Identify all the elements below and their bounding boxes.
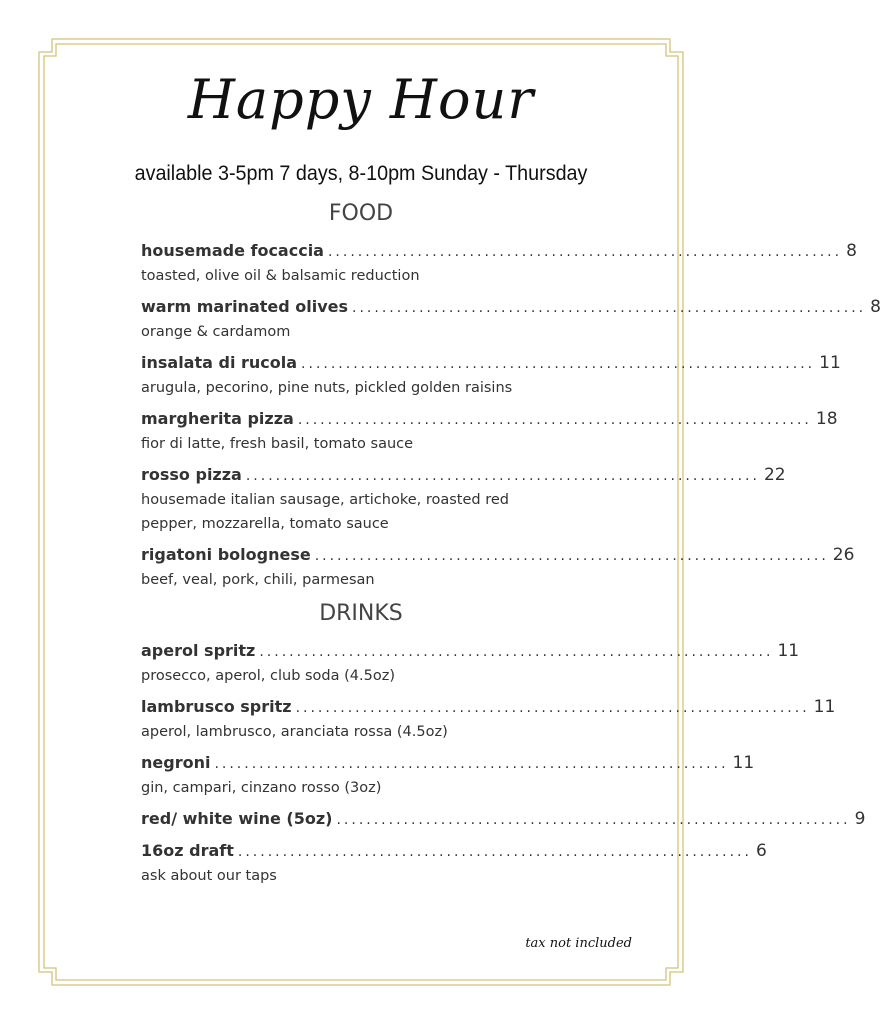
dot-leader: ..................................................................... xyxy=(237,844,752,860)
item-description: prosecco, aperol, club soda (4.5oz) xyxy=(141,668,395,684)
item-name: rigatoni bolognese xyxy=(141,545,311,564)
item-price: 11 xyxy=(813,697,836,717)
item-name: lambrusco spritz xyxy=(141,697,292,716)
item-description: ask about our taps xyxy=(141,868,277,884)
item-price: 22 xyxy=(763,465,786,485)
item-description: gin, campari, cinzano rosso (3oz) xyxy=(141,780,382,796)
item-price: 26 xyxy=(832,545,855,565)
menu-item xyxy=(141,544,855,592)
menu-item xyxy=(141,840,767,888)
item-name: insalata di rucola xyxy=(141,353,298,372)
item-description: aperol, lambrusco, aranciata rossa (4.5oz) xyxy=(141,724,448,740)
dot-leader: ..................................................................... xyxy=(352,300,867,316)
menu-item xyxy=(141,352,841,400)
item-price: 18 xyxy=(815,409,838,429)
menu-item xyxy=(141,464,786,536)
item-description: housemade italian sausage, artichoke, roasted red pepper, mozzarella, tomato sauce xyxy=(141,492,509,532)
item-price: 11 xyxy=(732,753,755,773)
drinks-heading: DRINKS xyxy=(319,601,403,626)
menu-item xyxy=(141,408,838,456)
item-name: margherita pizza xyxy=(141,409,294,428)
item-price: 9 xyxy=(854,809,866,829)
dot-leader: ..................................................................... xyxy=(297,412,812,428)
dot-leader: ..................................................................... xyxy=(336,812,851,828)
menu-item xyxy=(141,696,836,744)
menu-item xyxy=(141,296,881,344)
food-heading: FOOD xyxy=(328,201,394,226)
item-description: fior di latte, fresh basil, tomato sauce xyxy=(141,436,414,452)
item-price: 6 xyxy=(755,841,767,861)
dot-leader: ..................................................................... xyxy=(259,644,774,660)
menu-item xyxy=(141,752,755,800)
menu-item xyxy=(141,640,800,688)
dot-leader: ..................................................................... xyxy=(214,756,729,772)
item-name: aperol spritz xyxy=(141,641,256,660)
item-price: 8 xyxy=(846,241,857,261)
item-description: arugula, pecorino, pine nuts, pickled golden raisins xyxy=(141,380,513,396)
dot-leader: ..................................................................... xyxy=(314,548,829,564)
item-description: orange & cardamom xyxy=(141,324,291,340)
dot-leader: ..................................................................... xyxy=(245,468,760,484)
item-price: 11 xyxy=(777,641,800,661)
item-name: red/ white wine (5oz) xyxy=(141,809,333,828)
dot-leader: ..................................................................... xyxy=(301,356,816,372)
item-name: 16oz draft xyxy=(141,841,234,860)
item-name: housemade focaccia xyxy=(141,241,324,260)
item-name: warm marinated olives xyxy=(141,297,349,316)
menu-item xyxy=(141,808,866,830)
item-description: beef, veal, pork, chili, parmesan xyxy=(141,572,375,588)
item-description: toasted, olive oil & balsamic reduction xyxy=(141,268,420,284)
dot-leader: ..................................................................... xyxy=(327,244,843,260)
menu-item xyxy=(141,240,857,288)
item-name: rosso pizza xyxy=(141,465,242,484)
item-price: 8 xyxy=(870,297,881,317)
item-name: negroni xyxy=(141,753,211,772)
dot-leader: ..................................................................... xyxy=(295,700,810,716)
page-title: Happy Hour xyxy=(187,68,535,131)
item-price: 11 xyxy=(819,353,841,373)
tax-note: tax not included xyxy=(525,936,632,951)
availability-subtitle: available 3-5pm 7 days, 8-10pm Sunday - Thursday xyxy=(134,162,588,185)
